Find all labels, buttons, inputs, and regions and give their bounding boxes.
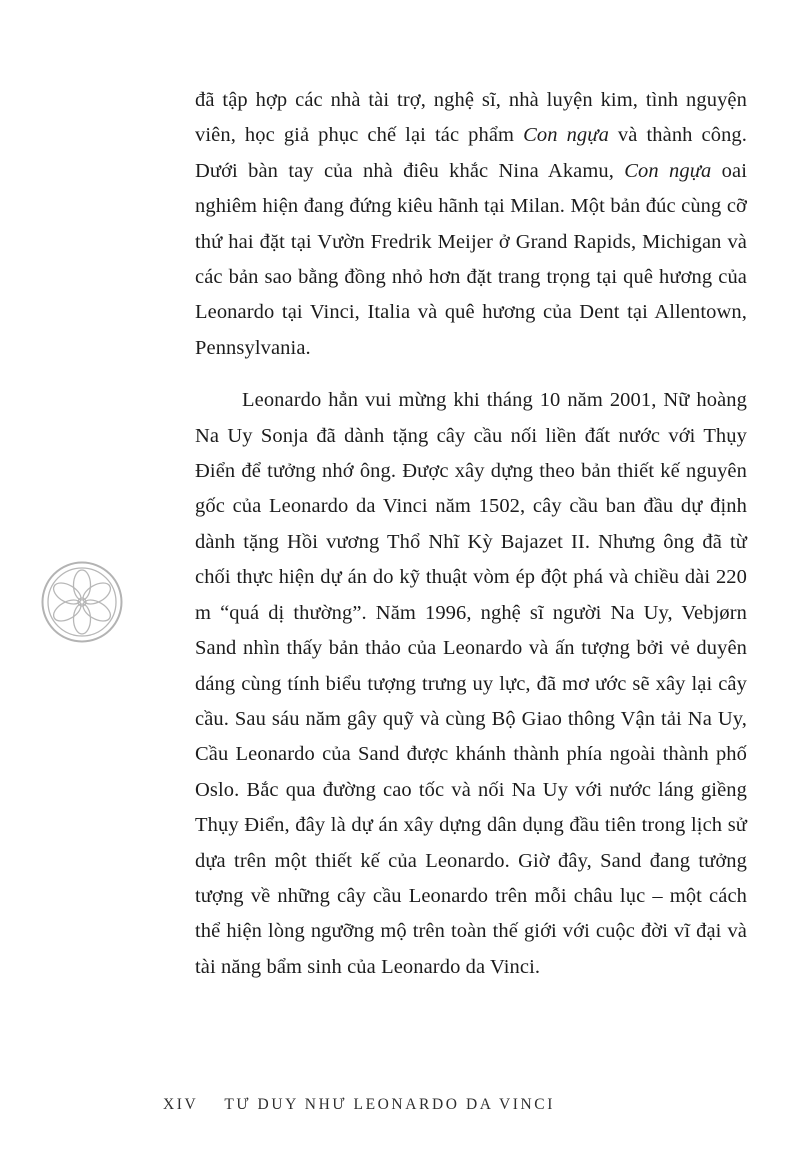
- floral-rosette-ornament-icon: [40, 560, 124, 644]
- running-title: TƯ DUY NHƯ LEONARDO DA VINCI: [224, 1096, 555, 1113]
- paragraph-1-run-1: đã tập hợp các nhà tài trợ, nghệ sĩ, nhà luyện kim, tình nguyện viên, học giả phục chế lại tác phẩm: [195, 89, 747, 147]
- paragraph-1-run-3: và thành công. Dưới bàn tay của nhà điêu khắc Nina Akamu,: [195, 124, 747, 182]
- book-title-italic: Con ngựa: [624, 159, 712, 182]
- paragraph-1-run-5: oai nghiêm hiện đang đứng kiêu hãnh tại Milan. Một bản đúc cùng cỡ thứ hai đặt tại Vườn Fredrik Meijer ở Grand Rapids, Michigan và các bản sao bằng đồng nhỏ hơn đặt trang trọng tại quê hương của Leonardo tại Vinci, Italia và quê hương của Dent tại Allentown, Pennsylvania.: [195, 159, 748, 359]
- paragraph-1: [195, 83, 747, 366]
- page-footer: [163, 1096, 555, 1114]
- paragraph-2: Leonardo hẳn vui mừng khi tháng 10 năm 2001, Nữ hoàng Na Uy Sonja đã dành tặng cây cầu nối liền đất nước với Thụy Điển để tưởng nhớ ông. Được xây dựng theo bản thiết kế nguyên gốc của Leonardo da Vinci năm 1502, cây cầu ban đầu dự định dành tặng Hồi vương Thổ Nhĩ Kỳ Bajazet II. Nhưng ông đã từ chối thực hiện dự án do kỹ thuật vòm ép đột phá và chiều dài 220 m “quá dị thường”. Năm 1996, nghệ sĩ người Na Uy, Vebjørn Sand nhìn thấy bản thảo của Leonardo và ấn tượng bởi vẻ duyên dáng cùng tính biểu tượng trưng uy lực, đã mơ ước sẽ xây lại cây cầu. Sau sáu năm gây quỹ và cùng Bộ Giao thông Vận tải Na Uy, Cầu Leonardo của Sand được khánh thành phía ngoài thành phố Oslo. Bắc qua đường cao tốc và nối Na Uy với nước láng giềng Thụy Điển, đây là dự án xây dựng dân dụng đầu tiên trong lịch sử dựa trên một thiết kế của Leonardo. Giờ đây, Sand đang tưởng tượng về những cây cầu Leonardo trên mỗi châu lục – một cách thể hiện lòng ngưỡng mộ trên toàn thế giới với cuộc đời vĩ đại và tài năng bẩm sinh của Leonardo da Vinci.: [195, 389, 747, 978]
- page-number: XIV: [163, 1096, 199, 1113]
- body-text: [195, 83, 747, 985]
- book-title-italic: Con ngựa: [523, 124, 609, 147]
